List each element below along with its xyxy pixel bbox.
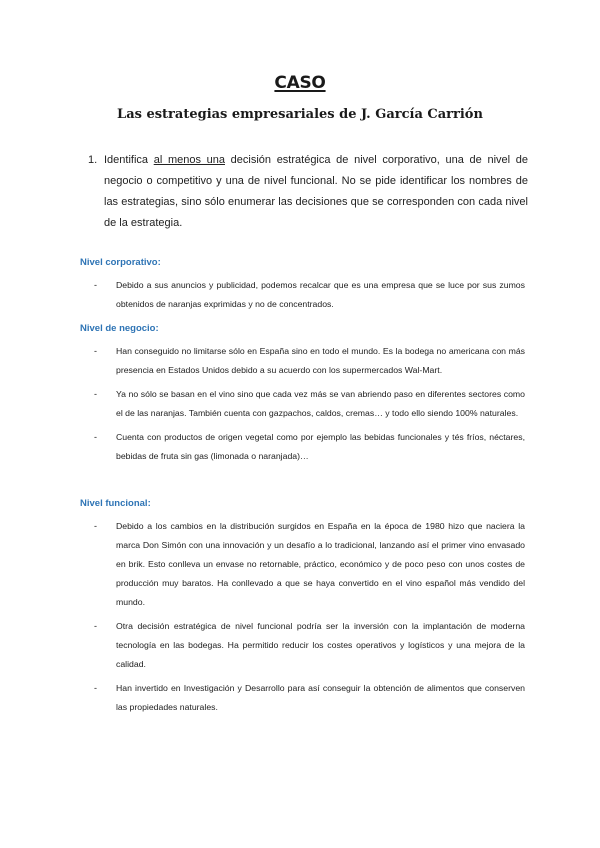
list-item-text: Otra decisión estratégica de nivel funcional podría ser la inversión con la implantación de moderna tecnología en las bodegas. Ha permitido reducir los costes operativos y logísticos y una mejora de la calidad.	[116, 621, 525, 669]
list-item	[80, 385, 525, 423]
section-nivel-corporativo	[80, 257, 525, 319]
bullet-dash: -	[94, 389, 97, 399]
list-item-text: Debido a sus anuncios y publicidad, podemos recalcar que es una empresa que se luce por sus zumos obtenidos de naranjas exprimidas y no de concentrados.	[116, 280, 525, 309]
list-item	[80, 342, 525, 380]
bullet-dash: -	[94, 346, 97, 356]
section-heading: Nivel funcional:	[80, 498, 151, 509]
list-item	[80, 517, 525, 612]
bullet-dash: -	[94, 280, 97, 290]
section-nivel-negocio	[80, 323, 525, 471]
list-item-text: Debido a los cambios en la distribución surgidos en España en la época de 1980 hizo que naciera la marca Don Simón con una innovación y un desafío a lo tradicional, lanzando así el primer vino envasado en brik. Esto conlleva un envase no retornable, práctico, económico y de poco peso con unos costes de producción muy baratos. Ha conllevado a que se haya convertido en el vino español más vendido del mundo.	[116, 521, 525, 607]
question-text-start: Identifica	[104, 154, 154, 166]
list-item-text: Han conseguido no limitarse sólo en España sino en todo el mundo. Es la bodega no americana con más presencia en Estados Unidos debido a su acuerdo con los supermercados Wal-Mart.	[116, 346, 525, 375]
question-text-end: decisión estratégica de nivel corporativo, una de nivel de negocio o competitivo y una de nivel funcional. No se pide identificar los nombres de las estrategias, sino sólo enumerar las decisiones que se corresponden con cada nivel de la estrategia.	[104, 154, 528, 229]
section-heading: Nivel corporativo:	[80, 257, 161, 268]
list-item	[80, 617, 525, 674]
question-text	[88, 150, 528, 234]
list-item-text: Han invertido en Investigación y Desarrollo para así conseguir la obtención de alimentos que conserven las propiedades naturales.	[116, 683, 525, 712]
bullet-dash: -	[94, 432, 97, 442]
document-title: CASO	[274, 73, 326, 93]
list-item-text: Cuenta con productos de origen vegetal como por ejemplo las bebidas funcionales y tés fríos, néctares, bebidas de fruta sin gas (limonada o naranjada)…	[116, 432, 525, 461]
question-block	[88, 150, 528, 234]
list-item-text: Ya no sólo se basan en el vino sino que cada vez más se van abriendo paso en diferentes sectores como el de las naranjas. También cuenta con gazpachos, caldos, cremas… y todo ello siendo 100% naturales.	[116, 389, 525, 418]
bullet-dash: -	[94, 621, 97, 631]
question-number: 1.	[88, 154, 98, 166]
list-item	[80, 679, 525, 717]
section-heading: Nivel de negocio:	[80, 323, 159, 334]
bullet-dash: -	[94, 521, 97, 531]
question-emphasis: al menos una	[153, 154, 225, 166]
list-item	[80, 276, 525, 314]
section-nivel-funcional	[80, 498, 525, 722]
bullet-dash: -	[94, 683, 97, 693]
list-item	[80, 428, 525, 466]
document-subtitle: Las estrategias empresariales de J. García Carrión	[117, 107, 483, 122]
